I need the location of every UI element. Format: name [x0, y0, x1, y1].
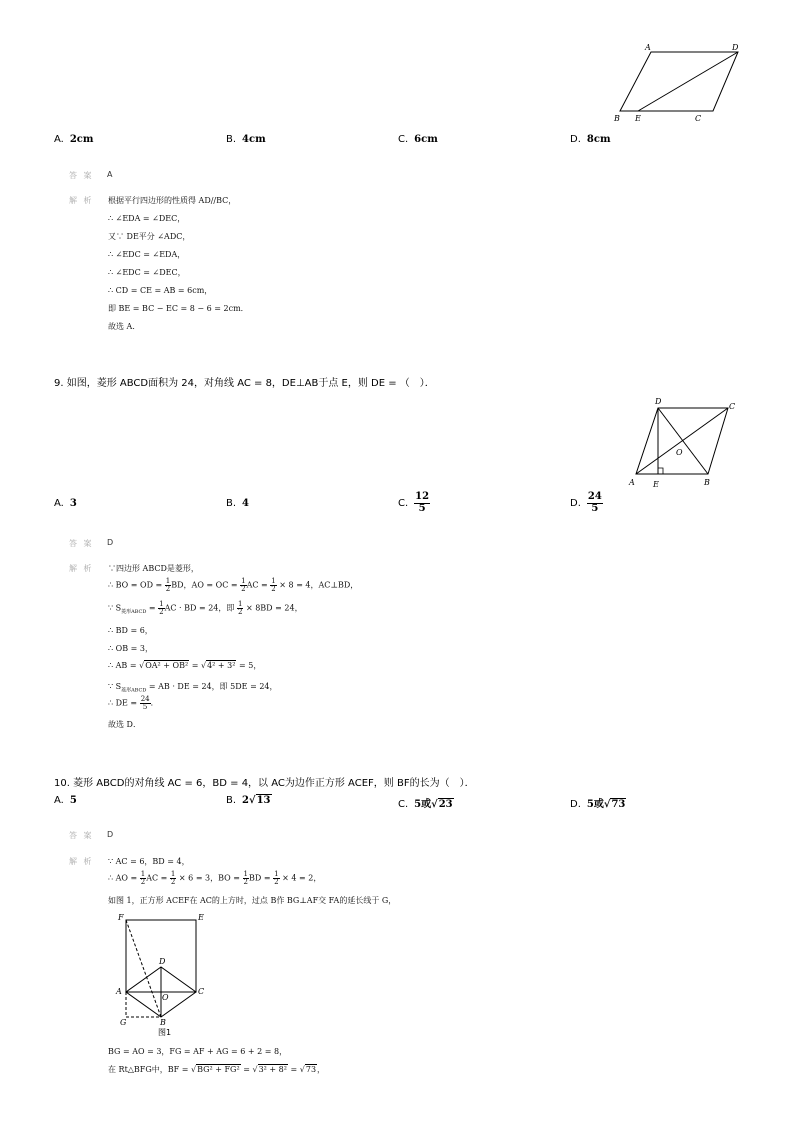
q8-answer: A — [107, 170, 113, 179]
q9-stem: 9. 如图，菱形 ABCD面积为 24，对角线 AC = 8，DE⊥AB于点 E，则 DE = （ ）． — [54, 378, 435, 389]
q8-option-c[interactable]: C. 6cm — [398, 134, 438, 145]
q9-option-d[interactable]: D. $\frac{24}{5}$ — [570, 491, 602, 514]
q10-label-a: A — [116, 987, 122, 996]
q8-label-d: D — [732, 43, 739, 52]
q10-label-f: F — [118, 913, 124, 922]
q10-stem: 10. 菱形 ABCD的对角线 AC = 6，BD = 4，以 AC为边作正方形 ACEF，则 BF的长为（ ）． — [54, 778, 475, 789]
q10-answer: D — [107, 830, 114, 839]
q9-line-8: ∴ DE = $\frac{24}{5}$ ． — [108, 695, 159, 711]
q9-line-4: ∴ BD = 6， — [108, 626, 153, 635]
q9-label-o: O — [676, 448, 683, 457]
q9-line-2: ∴ BO = OD = $\frac{1}{2}$ BD，AO = OC = $\frac{1}{2}$ AC = $\frac{1}{2}$ × 8 = 4，AC⊥BD， — [108, 577, 359, 593]
q10-figure-caption: 图1 — [158, 1028, 172, 1037]
q8-label-c: C — [695, 114, 702, 123]
q9-label-a: A — [629, 478, 635, 487]
q10-figure-1 — [112, 910, 212, 1040]
q10-option-d[interactable]: D. 5或√73 — [570, 799, 626, 810]
q8-line-7: 即 BE = BC − EC = 8 − 6 = 2cm． — [108, 304, 249, 313]
q8-line-6: ∴ CD = CE = AB = 6cm， — [108, 286, 213, 295]
q10-option-a[interactable]: A. 5 — [54, 795, 77, 806]
q8-analysis-tag: 解 析 — [69, 196, 94, 205]
q8-line-4: ∴ ∠EDC = ∠EDA， — [108, 250, 186, 259]
q9-label-b: B — [704, 478, 710, 487]
q10-answer-tag: 答 案 — [69, 831, 94, 840]
q10-line-2: ∴ AO = $\frac{1}{2}$ AC = $\frac{1}{2}$ × 6 = 3，BO = $\frac{1}{2}$ BD = $\frac{1}{2}$ × 4 = 2， — [108, 870, 322, 886]
q10-line-4: BG = AO = 3，FG = AF + AG = 6 + 2 = 8， — [108, 1047, 288, 1056]
q9-line-9: 故选 D． — [108, 720, 141, 729]
q10-option-c[interactable]: C. 5或√23 — [398, 799, 453, 810]
q9-line-6: ∴ AB = √OA² + OB² = √4² + 3² = 5， — [108, 661, 262, 670]
q10-label-o: O — [162, 993, 169, 1002]
q8-option-b[interactable]: B. 4cm — [226, 134, 266, 145]
q8-line-2: ∴ ∠EDA = ∠DEC， — [108, 214, 186, 223]
q8-answer-tag: 答 案 — [69, 171, 94, 180]
q10-label-e: E — [198, 913, 204, 922]
q10-label-d: D — [159, 957, 166, 966]
q8-line-5: ∴ ∠EDC = ∠DEC， — [108, 268, 186, 277]
q9-answer-tag: 答 案 — [69, 539, 94, 548]
q9-line-3: ∵ $S_{菱形ABCD}$ = $\frac{1}{2}$ AC · BD = 24，即 $\frac{1}{2}$ × 8BD = 24， — [108, 600, 303, 616]
q9-line-7: ∵ $S_{菱形ABCD}$ = AB · DE = 24，即 5DE = 24， — [108, 682, 278, 694]
q9-line-1: ∵四边形 ABCD是菱形， — [108, 564, 199, 573]
q8-line-1: 根据平行四边形的性质得 AD//BC， — [108, 196, 237, 205]
q9-option-a[interactable]: A. 3 — [54, 498, 77, 509]
q8-label-b: B — [614, 114, 620, 123]
q9-analysis-tag: 解 析 — [69, 564, 94, 573]
q9-option-b[interactable]: B. 4 — [226, 498, 250, 509]
q9-option-c[interactable]: C. $\frac{12}{5}$ — [398, 491, 430, 514]
q8-figure — [605, 40, 755, 125]
q10-label-b: B — [160, 1018, 166, 1027]
q10-analysis-tag: 解 析 — [69, 857, 94, 866]
q9-label-c: C — [729, 402, 736, 411]
q8-option-d[interactable]: D. 8cm — [570, 134, 611, 145]
q9-label-e: E — [653, 480, 659, 489]
q10-line-5: 在 Rt△BFG中，BF = √BG² + FG² = √3² + 8² = √73， — [108, 1065, 326, 1074]
q9-figure — [624, 394, 744, 490]
q10-option-b[interactable]: B. 2√13 — [226, 795, 271, 806]
q10-line-1: ∵ AC = 6，BD = 4， — [108, 857, 190, 866]
q8-label-e: E — [635, 114, 641, 123]
q8-label-a: A — [645, 43, 651, 52]
q10-label-c: C — [198, 987, 205, 996]
q10-line-3: 如图 1，正方形 ACEF在 AC的上方时，过点 B作 BG⊥AF交 FA的延长线于 G， — [108, 896, 397, 905]
q8-line-3: 又∵ DE平分 ∠ADC， — [108, 232, 191, 241]
q9-line-5: ∴ OB = 3， — [108, 644, 153, 653]
q8-line-8: 故选 A． — [108, 322, 141, 331]
q9-label-d: D — [655, 397, 662, 406]
q10-label-g: G — [120, 1018, 127, 1027]
q9-answer: D — [107, 538, 114, 547]
q8-option-a[interactable]: A. 2cm — [54, 134, 94, 145]
